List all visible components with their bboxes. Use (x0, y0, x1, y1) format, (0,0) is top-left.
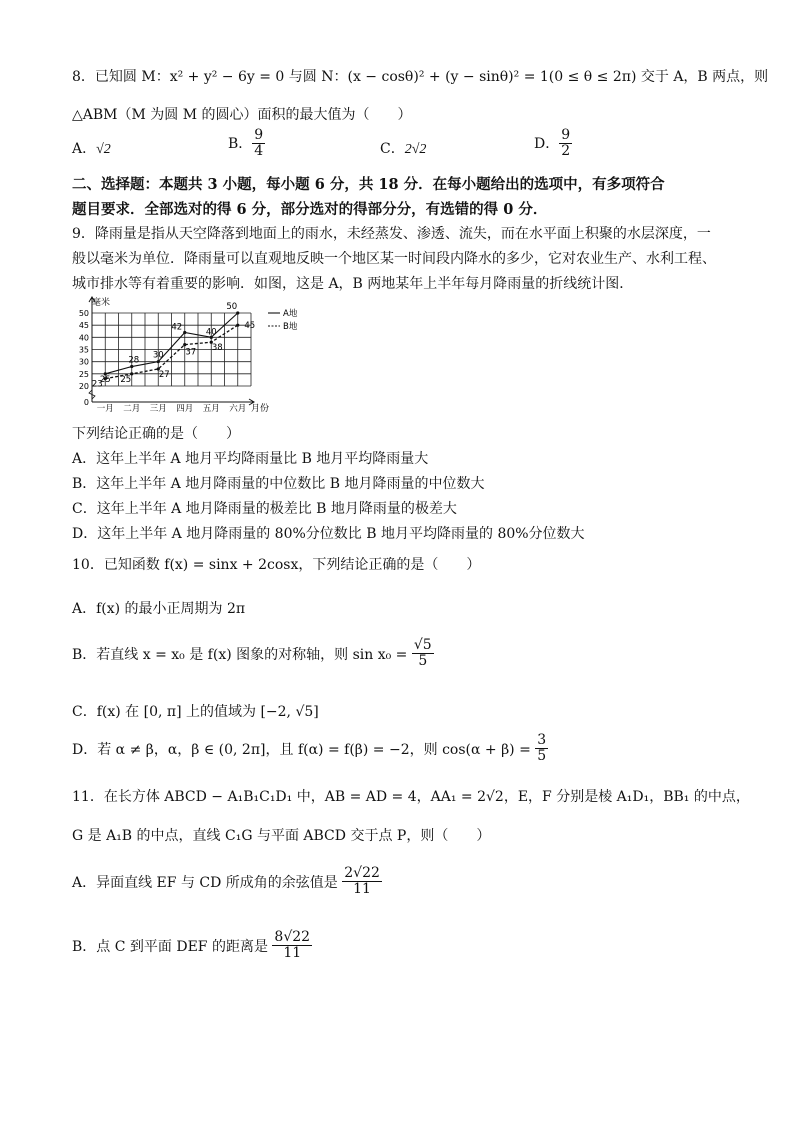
option-fraction (412, 638, 434, 670)
data-point-b (183, 343, 186, 346)
q9-option-b: B．这年上半年 A 地月降雨量的中位数比 B 地月降雨量的中位数大 (72, 476, 485, 492)
denominator: 4 (254, 143, 264, 160)
rainfall-line-chart (72, 296, 312, 418)
q9-question: 下列结论正确的是（ ） (72, 426, 240, 442)
data-label-b: 23 (91, 379, 103, 390)
option-text: B．若直线 x = x₀ 是 f(x) 图象的对称轴，则 sin x₀ = (72, 646, 408, 663)
x-tick-labels (97, 403, 247, 414)
x-tick-label: 三月 (149, 404, 167, 414)
q11-stem-line1: 11．在长方体 ABCD − A₁B₁C₁D₁ 中，AB = AD = 4，AA₁ = 2√2，E，F 分别是棱 A₁D₁，BB₁ 的中点， (72, 789, 750, 805)
option-label: D． (534, 135, 560, 152)
q9-option-a: A．这年上半年 A 地月平均降雨量比 B 地月平均降雨量大 (72, 451, 429, 467)
q8-option-c (380, 138, 426, 158)
data-label-a: 30 (152, 350, 164, 361)
x-tick-label: 六月 (229, 404, 247, 414)
q8-option-a (72, 138, 111, 158)
numerator: 3 (537, 732, 547, 748)
y-tick-label: 30 (78, 357, 89, 367)
y-tick-label: 45 (78, 321, 89, 331)
y-tick-label: 20 (78, 382, 89, 391)
q10-option-b (72, 638, 434, 670)
option-fraction (342, 866, 382, 898)
x-tick-label: 五月 (202, 404, 220, 414)
data-label-a: 50 (226, 302, 238, 312)
denominator: 2 (561, 143, 571, 160)
numerator: √5 (413, 637, 432, 653)
data-label-b: 27 (158, 369, 170, 380)
y-axis-label: 毫米 (92, 298, 111, 308)
data-label-a: 28 (128, 355, 140, 366)
option-value: 2√2 (404, 142, 427, 157)
q11-option-a (72, 866, 382, 898)
numerator: 2√22 (344, 865, 380, 881)
option-label: B． (228, 135, 253, 152)
x-tick-label: 一月 (96, 404, 114, 414)
y-tick-label: 25 (78, 369, 89, 379)
option-text: D．若 α ≠ β，α，β ∈ (0, 2π]，且 f(α) = f(β) = −2，则 cos(α + β) = (72, 741, 531, 758)
q11-option-b (72, 930, 312, 962)
numerator: 9 (561, 127, 571, 143)
data-label-b: 45 (244, 321, 256, 332)
y-tick-labels (79, 309, 89, 407)
q8-stem-line1: 8．已知圆 M：x² + y² − 6y = 0 与圆 N：(x − cosθ)² + (y − sinθ)² = 1(0 ≤ θ ≤ 2π) 交于 A，B 两点，则 (72, 69, 769, 85)
option-text: A．异面直线 EF 与 CD 所成角的余弦值是 (72, 874, 338, 891)
x-tick-label: 二月 (123, 404, 141, 414)
numerator: 8√22 (274, 929, 311, 945)
option-value: √2 (96, 142, 111, 157)
denominator: 5 (418, 653, 428, 670)
denominator: 11 (353, 881, 371, 898)
y-tick-label: 0 (83, 398, 89, 407)
q9-stem-line3: 城市排水等有着重要的影响．如图，这是 A，B 两地某年上半年每月降雨量的折线统计图． (72, 276, 634, 292)
option-fraction (272, 930, 312, 962)
chart-legend (268, 308, 298, 332)
section-heading-line2: 题目要求．全部选对的得 6 分，部分选对的得部分分，有选错的得 0 分． (72, 201, 548, 218)
data-label-b: 25 (120, 374, 132, 385)
q9-option-c: C．这年上半年 A 地月降雨量的极差比 B 地月降雨量的极差大 (72, 501, 457, 517)
q10-option-a: A．f(x) 的最小正周期为 2π (72, 601, 246, 617)
option-label: A． (72, 141, 97, 157)
denominator: 11 (283, 945, 302, 962)
data-label-a: 40 (205, 327, 217, 338)
y-tick-label: 50 (78, 309, 89, 318)
option-text: B．点 C 到平面 DEF 的距离是 (72, 938, 268, 955)
q10-stem: 10．已知函数 f(x) = sinx + 2cosx，下列结论正确的是（ ） (72, 557, 481, 573)
q10-option-c: C．f(x) 在 [0, π] 上的值域为 [−2, √5] (72, 704, 319, 720)
x-axis-label: 月份 (251, 404, 270, 414)
q9-option-d: D．这年上半年 A 地月降雨量的 80%分位数比 B 地月平均降雨量的 80%分位数大 (72, 526, 585, 542)
section-heading-line1: 二、选择题：本题共 3 小题，每小题 6 分，共 18 分．在每小题给出的选项中，有多项符合 (72, 176, 665, 193)
option-fraction (559, 128, 572, 160)
q11-stem-line2: G 是 A₁B 的中点，直线 C₁G 与平面 ABCD 交于点 P，则（ ） (72, 828, 491, 844)
q10-option-d (72, 733, 548, 765)
q8-option-d (534, 128, 572, 160)
legend-label-b: B地 (283, 322, 298, 332)
y-tick-label: 35 (78, 345, 89, 355)
option-label: C． (380, 141, 405, 157)
option-fraction (535, 733, 548, 765)
data-label-b: 37 (185, 347, 197, 358)
q8-stem-line2: △ABM（M 为圆 M 的圆心）面积的最大值为（ ） (72, 107, 412, 123)
denominator: 5 (537, 748, 547, 765)
q9-stem-line2: 般以毫米为单位．降雨量可以直观地反映一个地区某一时间段内降水的多少，它对农业生产、水利工程、 (72, 251, 716, 267)
data-point-b (236, 324, 239, 327)
q8-option-b (228, 128, 265, 160)
data-label-a: 25 (99, 374, 111, 385)
q9-stem-line1: 9．降雨量是指从天空降落到地面上的雨水，未经蒸发、渗透、流失，而在水平面上积聚的水层深度，一 (72, 226, 711, 242)
x-tick-label: 四月 (176, 404, 194, 414)
y-tick-label: 40 (78, 333, 89, 343)
numerator: 9 (254, 127, 264, 143)
option-fraction (252, 128, 265, 160)
legend-label-a: A地 (283, 309, 298, 319)
data-label-b: 38 (211, 343, 223, 354)
data-label-a: 42 (171, 322, 183, 333)
data-point-a (183, 331, 186, 334)
